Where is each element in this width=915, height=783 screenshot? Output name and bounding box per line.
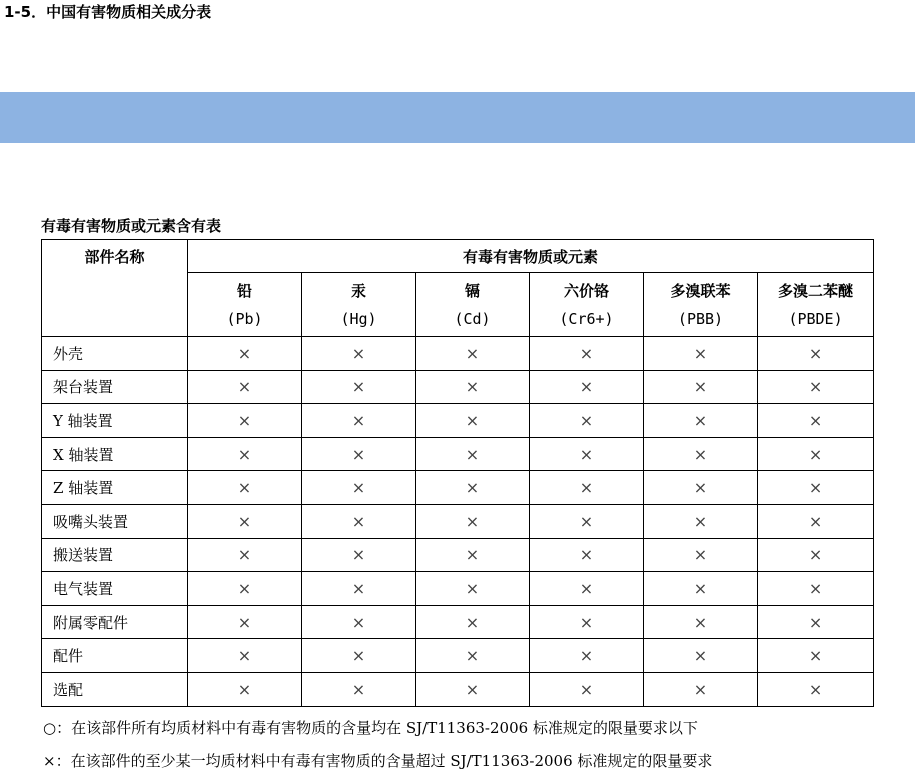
substance-mark-cell: × xyxy=(644,504,758,538)
substance-mark-cell: × xyxy=(302,504,416,538)
substance-mark-cell: × xyxy=(530,337,644,371)
substance-header xyxy=(530,273,644,337)
table-row xyxy=(42,404,874,438)
substance-mark-cell: × xyxy=(302,337,416,371)
substance-mark-cell: × xyxy=(758,572,874,606)
substance-symbol: (PBB) xyxy=(677,309,724,328)
substance-mark-cell: × xyxy=(302,639,416,673)
substance-mark-cell: × xyxy=(302,404,416,438)
substance-symbol: (Pb) xyxy=(226,309,263,328)
substance-mark-cell: × xyxy=(644,471,758,505)
part-name-cell: 电气装置 xyxy=(42,572,188,606)
substance-header xyxy=(644,273,758,337)
table-row xyxy=(42,538,874,572)
substance-name: 多溴二苯醚 xyxy=(778,281,854,300)
table-row xyxy=(42,605,874,639)
substance-mark-cell: × xyxy=(644,672,758,706)
substance-mark-cell: × xyxy=(758,471,874,505)
substance-name: 铅 xyxy=(236,281,252,300)
substance-mark-cell: × xyxy=(416,639,530,673)
substance-mark-cell: × xyxy=(530,404,644,438)
substance-mark-cell: × xyxy=(188,437,302,471)
substance-mark-cell: × xyxy=(416,572,530,606)
substance-mark-cell: × xyxy=(758,538,874,572)
substance-mark-cell: × xyxy=(188,572,302,606)
substance-symbol: (Hg) xyxy=(340,309,377,328)
section-banner xyxy=(0,92,915,143)
substance-mark-cell: × xyxy=(758,639,874,673)
substance-mark-cell: × xyxy=(530,538,644,572)
table-caption: 有毒有害物质或元素含有表 xyxy=(41,217,222,235)
part-name-cell: 架台装置 xyxy=(42,370,188,404)
substance-name: 六价铬 xyxy=(563,281,609,300)
substance-mark-cell: × xyxy=(644,337,758,371)
note-exceeds: ×：在该部件的至少某一均质材料中有毒有害物质的含量超过 SJ/T11363-2006 标准规定的限量要求 xyxy=(43,752,713,770)
part-name-cell: 吸嘴头装置 xyxy=(42,504,188,538)
substance-mark-cell: × xyxy=(188,605,302,639)
substance-header xyxy=(416,273,530,337)
table-row xyxy=(42,639,874,673)
substance-mark-cell: × xyxy=(758,370,874,404)
substance-mark-cell: × xyxy=(644,639,758,673)
part-name-header: 部件名称 xyxy=(42,240,188,337)
substance-mark-cell: × xyxy=(416,504,530,538)
substance-mark-cell: × xyxy=(644,404,758,438)
part-name-cell: Y 轴装置 xyxy=(42,404,188,438)
note-compliant: ○：在该部件所有均质材料中有毒有害物质的含量均在 SJ/T11363-2006 标准规定的限量要求以下 xyxy=(43,719,698,737)
substance-mark-cell: × xyxy=(188,404,302,438)
substance-mark-cell: × xyxy=(530,639,644,673)
substance-mark-cell: × xyxy=(530,471,644,505)
substance-mark-cell: × xyxy=(416,471,530,505)
table-row xyxy=(42,437,874,471)
substance-mark-cell: × xyxy=(302,437,416,471)
substance-mark-cell: × xyxy=(758,672,874,706)
part-name-cell: X 轴装置 xyxy=(42,437,188,471)
substance-mark-cell: × xyxy=(188,337,302,371)
part-name-cell: 配件 xyxy=(42,639,188,673)
substance-mark-cell: × xyxy=(302,672,416,706)
substance-mark-cell: × xyxy=(758,337,874,371)
substance-mark-cell: × xyxy=(302,605,416,639)
part-name-cell: 外壳 xyxy=(42,337,188,371)
substance-mark-cell: × xyxy=(530,572,644,606)
substance-symbol: (Cr6+) xyxy=(559,309,614,328)
substance-mark-cell: × xyxy=(302,538,416,572)
substance-mark-cell: × xyxy=(758,404,874,438)
substance-mark-cell: × xyxy=(188,538,302,572)
substance-mark-cell: × xyxy=(188,504,302,538)
table-row xyxy=(42,471,874,505)
table-row xyxy=(42,370,874,404)
substance-mark-cell: × xyxy=(530,437,644,471)
substance-mark-cell: × xyxy=(416,538,530,572)
substance-mark-cell: × xyxy=(644,538,758,572)
part-name-cell: 选配 xyxy=(42,672,188,706)
substance-mark-cell: × xyxy=(416,605,530,639)
table-row xyxy=(42,672,874,706)
substance-header xyxy=(188,273,302,337)
part-name-cell: 搬送装置 xyxy=(42,538,188,572)
substance-mark-cell: × xyxy=(416,404,530,438)
substance-mark-cell: × xyxy=(758,504,874,538)
part-name-cell: 附属零配件 xyxy=(42,605,188,639)
substance-mark-cell: × xyxy=(644,572,758,606)
substance-group-header: 有毒有害物质或元素 xyxy=(188,240,874,273)
substance-mark-cell: × xyxy=(188,639,302,673)
substance-mark-cell: × xyxy=(644,370,758,404)
substance-mark-cell: × xyxy=(644,605,758,639)
section-heading: 1-5．中国有害物质相关成分表 xyxy=(4,3,212,21)
substance-mark-cell: × xyxy=(530,605,644,639)
substance-mark-cell: × xyxy=(644,437,758,471)
substance-mark-cell: × xyxy=(758,605,874,639)
substance-mark-cell: × xyxy=(530,672,644,706)
substance-header xyxy=(302,273,416,337)
substance-symbol: (Cd) xyxy=(454,309,491,328)
substance-mark-cell: × xyxy=(302,471,416,505)
substance-mark-cell: × xyxy=(416,437,530,471)
substance-mark-cell: × xyxy=(188,672,302,706)
substance-mark-cell: × xyxy=(302,572,416,606)
hazardous-substances-table xyxy=(41,239,874,707)
substance-mark-cell: × xyxy=(530,370,644,404)
substance-mark-cell: × xyxy=(188,370,302,404)
substance-mark-cell: × xyxy=(416,672,530,706)
substance-mark-cell: × xyxy=(416,337,530,371)
table-row xyxy=(42,337,874,371)
substance-name: 多溴联苯 xyxy=(670,281,731,300)
substance-name: 镉 xyxy=(464,281,480,300)
substance-mark-cell: × xyxy=(188,471,302,505)
part-name-cell: Z 轴装置 xyxy=(42,471,188,505)
substance-header xyxy=(758,273,874,337)
substance-symbol: (PBDE) xyxy=(788,309,843,328)
substance-name: 汞 xyxy=(350,281,366,300)
table-row xyxy=(42,504,874,538)
substance-mark-cell: × xyxy=(416,370,530,404)
substance-mark-cell: × xyxy=(302,370,416,404)
substance-mark-cell: × xyxy=(530,504,644,538)
substance-mark-cell: × xyxy=(758,437,874,471)
table-row xyxy=(42,572,874,606)
part-rows xyxy=(42,337,874,707)
